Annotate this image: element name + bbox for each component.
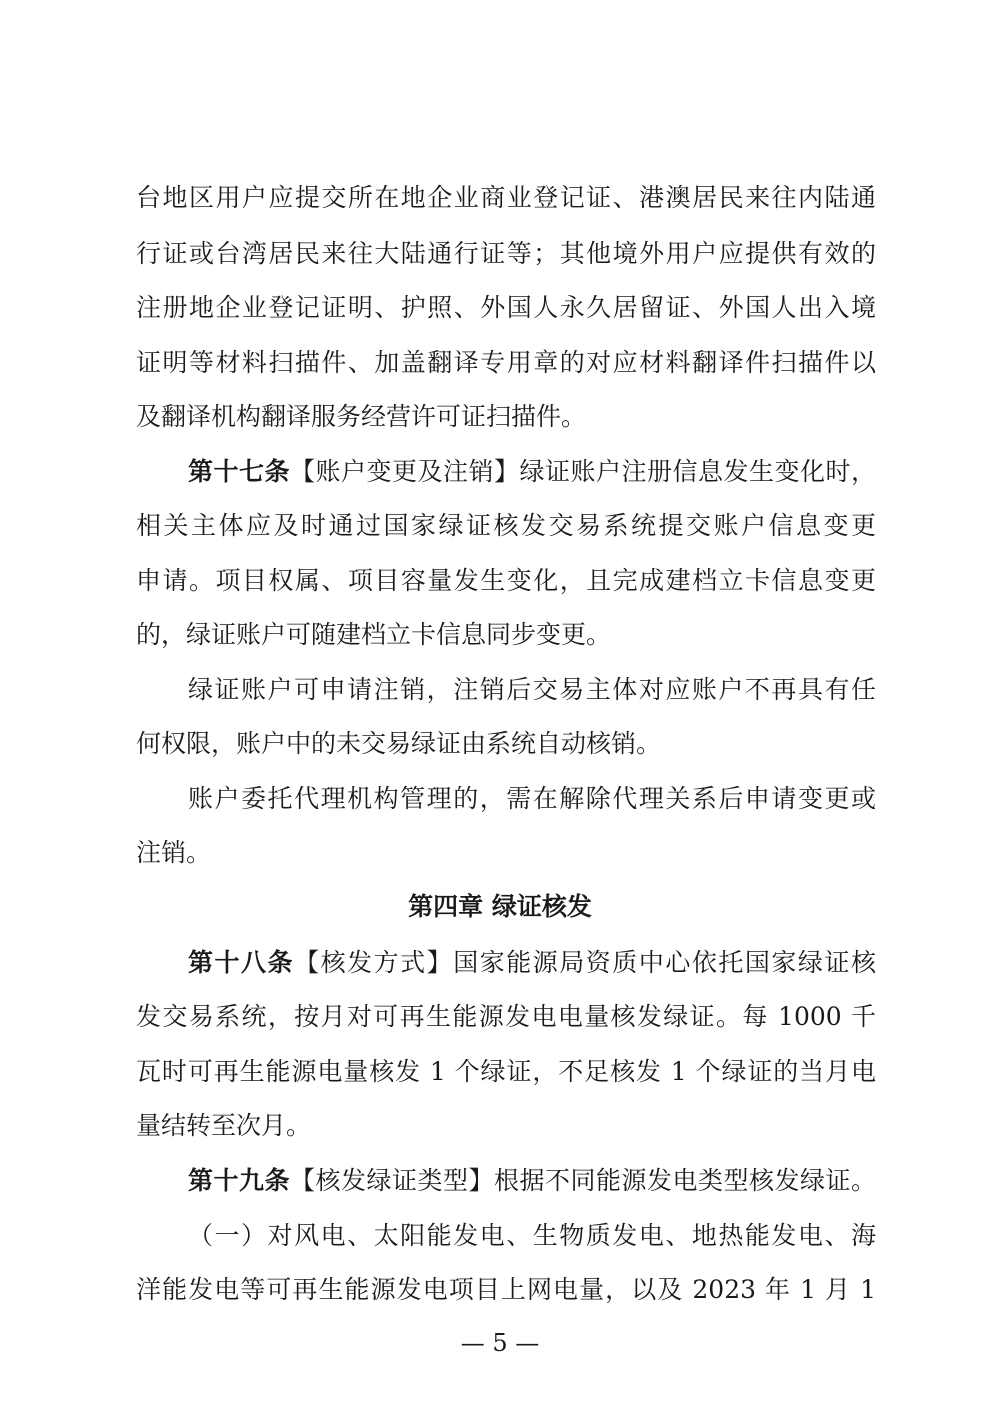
text-line: 洋能发电等可再生能源发电项目上网电量，以及 2023 年 1 月 1 bbox=[136, 1275, 876, 1304]
text-line: 证明等材料扫描件、加盖翻译专用章的对应材料翻译件扫描件以 bbox=[136, 348, 876, 377]
text-line: 申请。项目权属、项目容量发生变化，且完成建档立卡信息变更 bbox=[136, 566, 876, 595]
text-line: 注册地企业登记证明、护照、外国人永久居留证、外国人出入境 bbox=[136, 293, 876, 322]
text-line: 发交易系统，按月对可再生能源发电电量核发绿证。每 1000 千 bbox=[136, 1002, 876, 1031]
article-19-first-line bbox=[188, 1163, 876, 1199]
text-line: （一）对风电、太阳能发电、生物质发电、地热能发电、海 bbox=[188, 1221, 876, 1250]
text-line: 注销。 bbox=[136, 838, 212, 867]
article-18-label: 第十八条 bbox=[188, 948, 295, 977]
page-number: — 5 — bbox=[460, 1329, 540, 1357]
text-line: 瓦时可再生能源电量核发 1 个绿证，不足核发 1 个绿证的当月电 bbox=[136, 1057, 876, 1086]
article-19-text: 【核发绿证类型】根据不同能源发电类型核发绿证。 bbox=[290, 1166, 876, 1195]
article-18-text: 【核发方式】国家能源局资质中心依托国家绿证核 bbox=[294, 948, 876, 977]
text-line: 相关主体应及时通过国家绿证核发交易系统提交账户信息变更 bbox=[136, 511, 876, 540]
text-line: 行证或台湾居民来往大陆通行证等；其他境外用户应提供有效的 bbox=[136, 239, 876, 268]
text-line: 的，绿证账户可随建档立卡信息同步变更。 bbox=[136, 620, 612, 649]
article-17-label: 第十七条 bbox=[188, 457, 290, 486]
text-line: 台地区用户应提交所在地企业商业登记证、港澳居民来往内陆通 bbox=[136, 183, 876, 212]
text-line: 绿证账户可申请注销，注销后交易主体对应账户不再具有任 bbox=[188, 675, 876, 704]
chapter-heading: 第四章 绿证核发 bbox=[408, 892, 592, 921]
article-17-first-line bbox=[188, 454, 876, 490]
text-line: 账户委托代理机构管理的，需在解除代理关系后申请变更或 bbox=[188, 784, 876, 813]
article-19-label: 第十九条 bbox=[188, 1166, 290, 1195]
article-18-first-line bbox=[188, 945, 876, 981]
text-line: 何权限，账户中的未交易绿证由系统自动核销。 bbox=[136, 729, 662, 758]
article-17-text: 【账户变更及注销】绿证账户注册信息发生变化时， bbox=[290, 457, 876, 486]
text-line: 及翻译机构翻译服务经营许可证扫描件。 bbox=[136, 402, 587, 431]
text-line: 量结转至次月。 bbox=[136, 1111, 312, 1140]
